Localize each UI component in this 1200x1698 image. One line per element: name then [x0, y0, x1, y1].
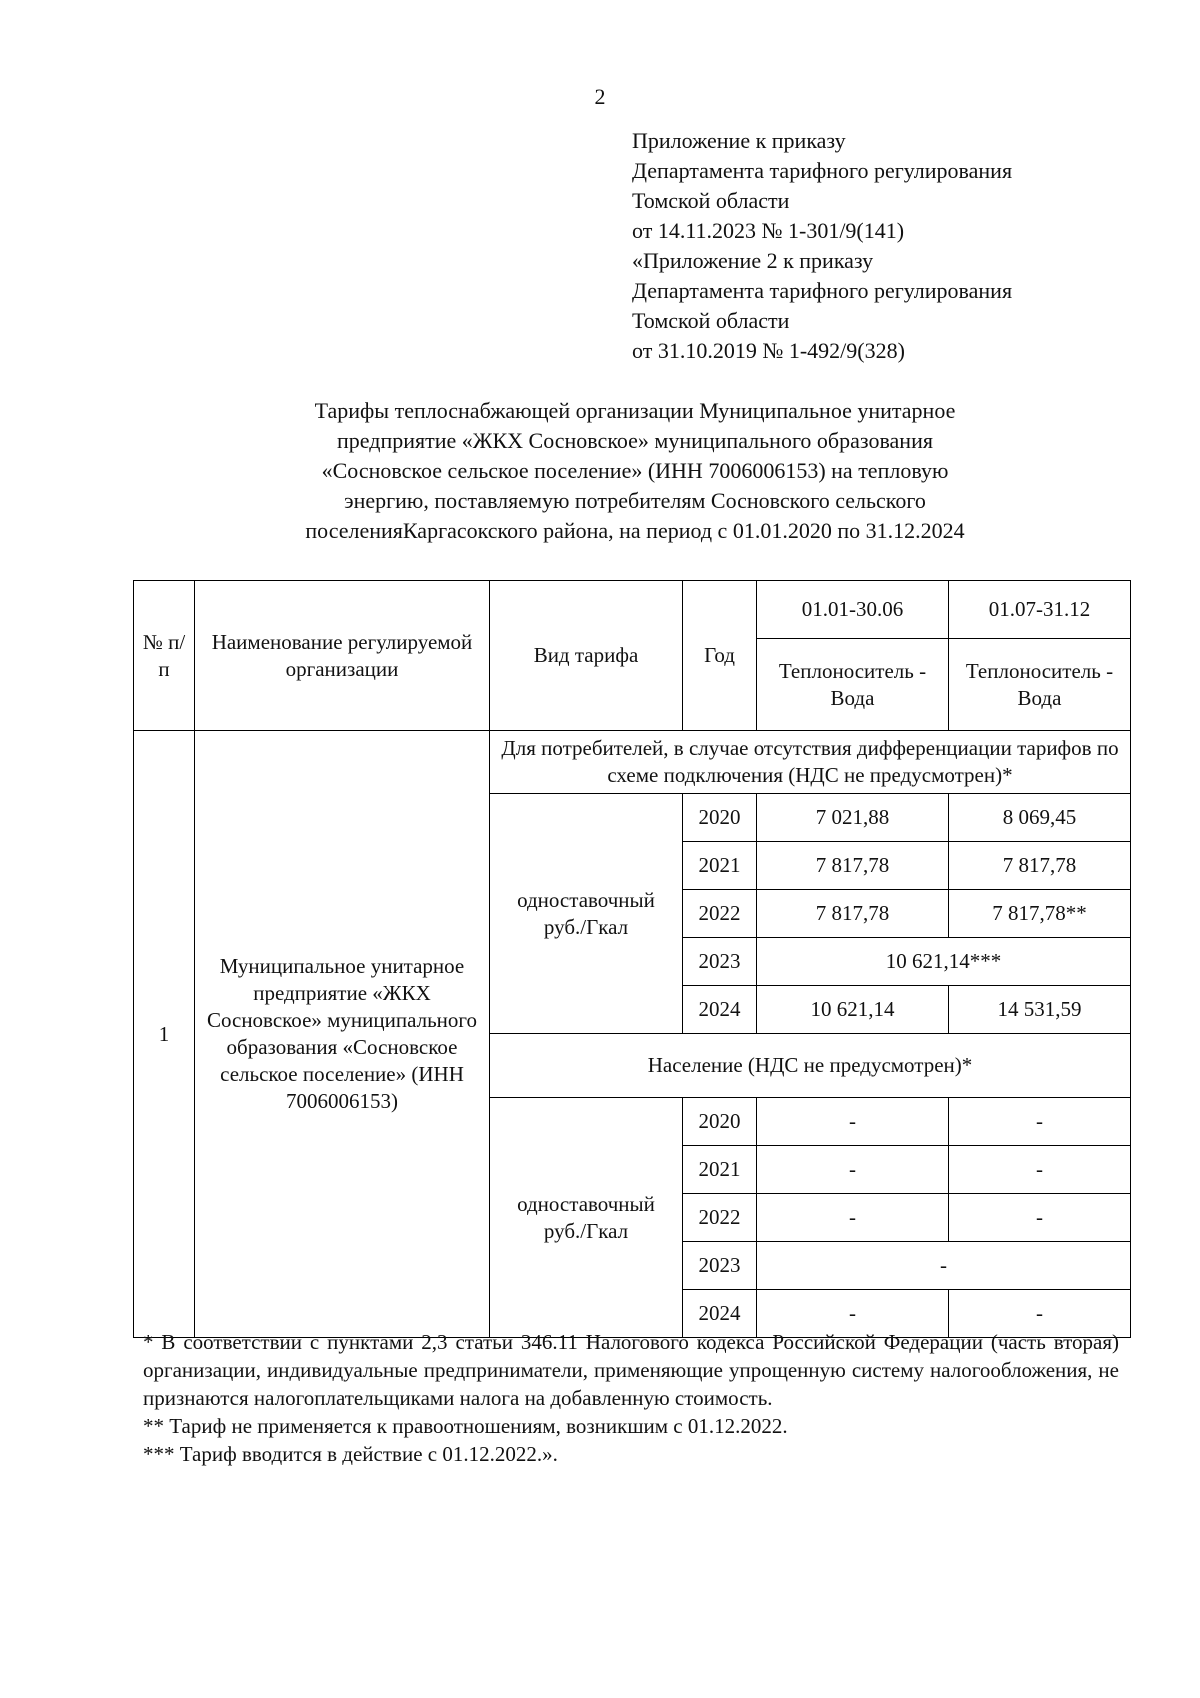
appendix-line: от 14.11.2023 № 1-301/9(141): [632, 218, 905, 243]
document-title: [160, 396, 1110, 546]
year-cell: 2022: [683, 890, 757, 938]
value-cell: -: [757, 1290, 949, 1338]
group-1-title: Для потребителей, в случае отсутствия дифференциации тарифов по схеме подключения (НДС не предусмотрен)*: [490, 731, 1131, 794]
group-1-tariff-type: одноставочный руб./Гкал: [490, 794, 683, 1034]
value-cell: -: [949, 1098, 1131, 1146]
value-cell: -: [949, 1290, 1131, 1338]
title-line: энергию, поставляемую потребителям Сосновского сельского: [344, 488, 926, 513]
value-cell: 7 817,78: [757, 890, 949, 938]
year-cell: 2023: [683, 938, 757, 986]
group-2-tariff-type: одноставочный руб./Гкал: [490, 1098, 683, 1338]
header-row: [134, 581, 1131, 639]
group-title-row: [134, 731, 1131, 794]
header-org: Наименование регулируемой организации: [195, 581, 490, 731]
footnote: * В соответствии с пунктами 2,3 статьи 346.11 Налогового кодекса Российской Федерации (часть вторая) организации, индивидуальные предприниматели, применяющие упрощенную систему налогообложения, не признаются налогоплательщиками налога на добавленную стоимость.: [143, 1330, 1119, 1410]
organization-name: Муниципальное унитарное предприятие «ЖКХ Сосновское» муниципального образования «Сосновское сельское поселение» (ИНН 7006006153): [195, 731, 490, 1338]
appendix-line: «Приложение 2 к приказу: [632, 248, 874, 273]
value-cell: 8 069,45: [949, 794, 1131, 842]
header-period-2: 01.07-31.12: [949, 581, 1131, 639]
header-tariff-type: Вид тарифа: [490, 581, 683, 731]
appendix-line: Департамента тарифного регулирования: [632, 158, 1013, 183]
value-cell: -: [949, 1194, 1131, 1242]
title-line: поселенияКаргасокского района, на период с 01.01.2020 по 31.12.2024: [305, 518, 965, 543]
value-cell: -: [757, 1194, 949, 1242]
year-cell: 2022: [683, 1194, 757, 1242]
year-cell: 2021: [683, 842, 757, 890]
tariff-table: [133, 580, 1131, 1338]
value-cell: 14 531,59: [949, 986, 1131, 1034]
year-cell: 2020: [683, 1098, 757, 1146]
group-2-title: Население (НДС не предусмотрен)*: [490, 1034, 1131, 1098]
merged-value-cell: -: [757, 1242, 1131, 1290]
value-cell: -: [949, 1146, 1131, 1194]
title-line: Тарифы теплоснабжающей организации Муниципальное унитарное: [314, 398, 956, 423]
value-cell: 7 021,88: [757, 794, 949, 842]
year-cell: 2024: [683, 986, 757, 1034]
value-cell: -: [757, 1146, 949, 1194]
appendix-line: Томской области: [632, 308, 790, 333]
footnote: ** Тариф не применяется к правоотношениям, возникшим с 01.12.2022.: [143, 1414, 788, 1438]
appendix-line: Томской области: [632, 188, 790, 213]
footnotes: [143, 1328, 1119, 1468]
header-period-1: 01.01-30.06: [757, 581, 949, 639]
value-cell: -: [757, 1098, 949, 1146]
page-number: 2: [594, 84, 606, 109]
year-cell: 2020: [683, 794, 757, 842]
year-cell: 2021: [683, 1146, 757, 1194]
value-cell: 7 817,78: [949, 842, 1131, 890]
title-line: предприятие «ЖКХ Сосновское» муниципального образования: [337, 428, 933, 453]
header-year: Год: [683, 581, 757, 731]
merged-value-cell: 10 621,14***: [757, 938, 1131, 986]
footnote: *** Тариф вводится в действие с 01.12.2022.».: [143, 1442, 558, 1466]
row-number: 1: [134, 731, 195, 1338]
header-medium-2: Теплоноситель - Вода: [949, 639, 1131, 731]
value-cell: 7 817,78: [757, 842, 949, 890]
title-line: «Сосновское сельское поселение» (ИНН 7006006153) на тепловую: [321, 458, 949, 483]
appendix-block: [632, 126, 1012, 366]
value-cell: 7 817,78**: [949, 890, 1131, 938]
value-cell: 10 621,14: [757, 986, 949, 1034]
appendix-line: от 31.10.2019 № 1-492/9(328): [632, 338, 905, 363]
appendix-line: Департамента тарифного регулирования: [632, 278, 1013, 303]
year-cell: 2024: [683, 1290, 757, 1338]
year-cell: 2023: [683, 1242, 757, 1290]
appendix-line: Приложение к приказу: [632, 128, 846, 153]
header-medium-1: Теплоноситель - Вода: [757, 639, 949, 731]
header-num: № п/п: [134, 581, 195, 731]
